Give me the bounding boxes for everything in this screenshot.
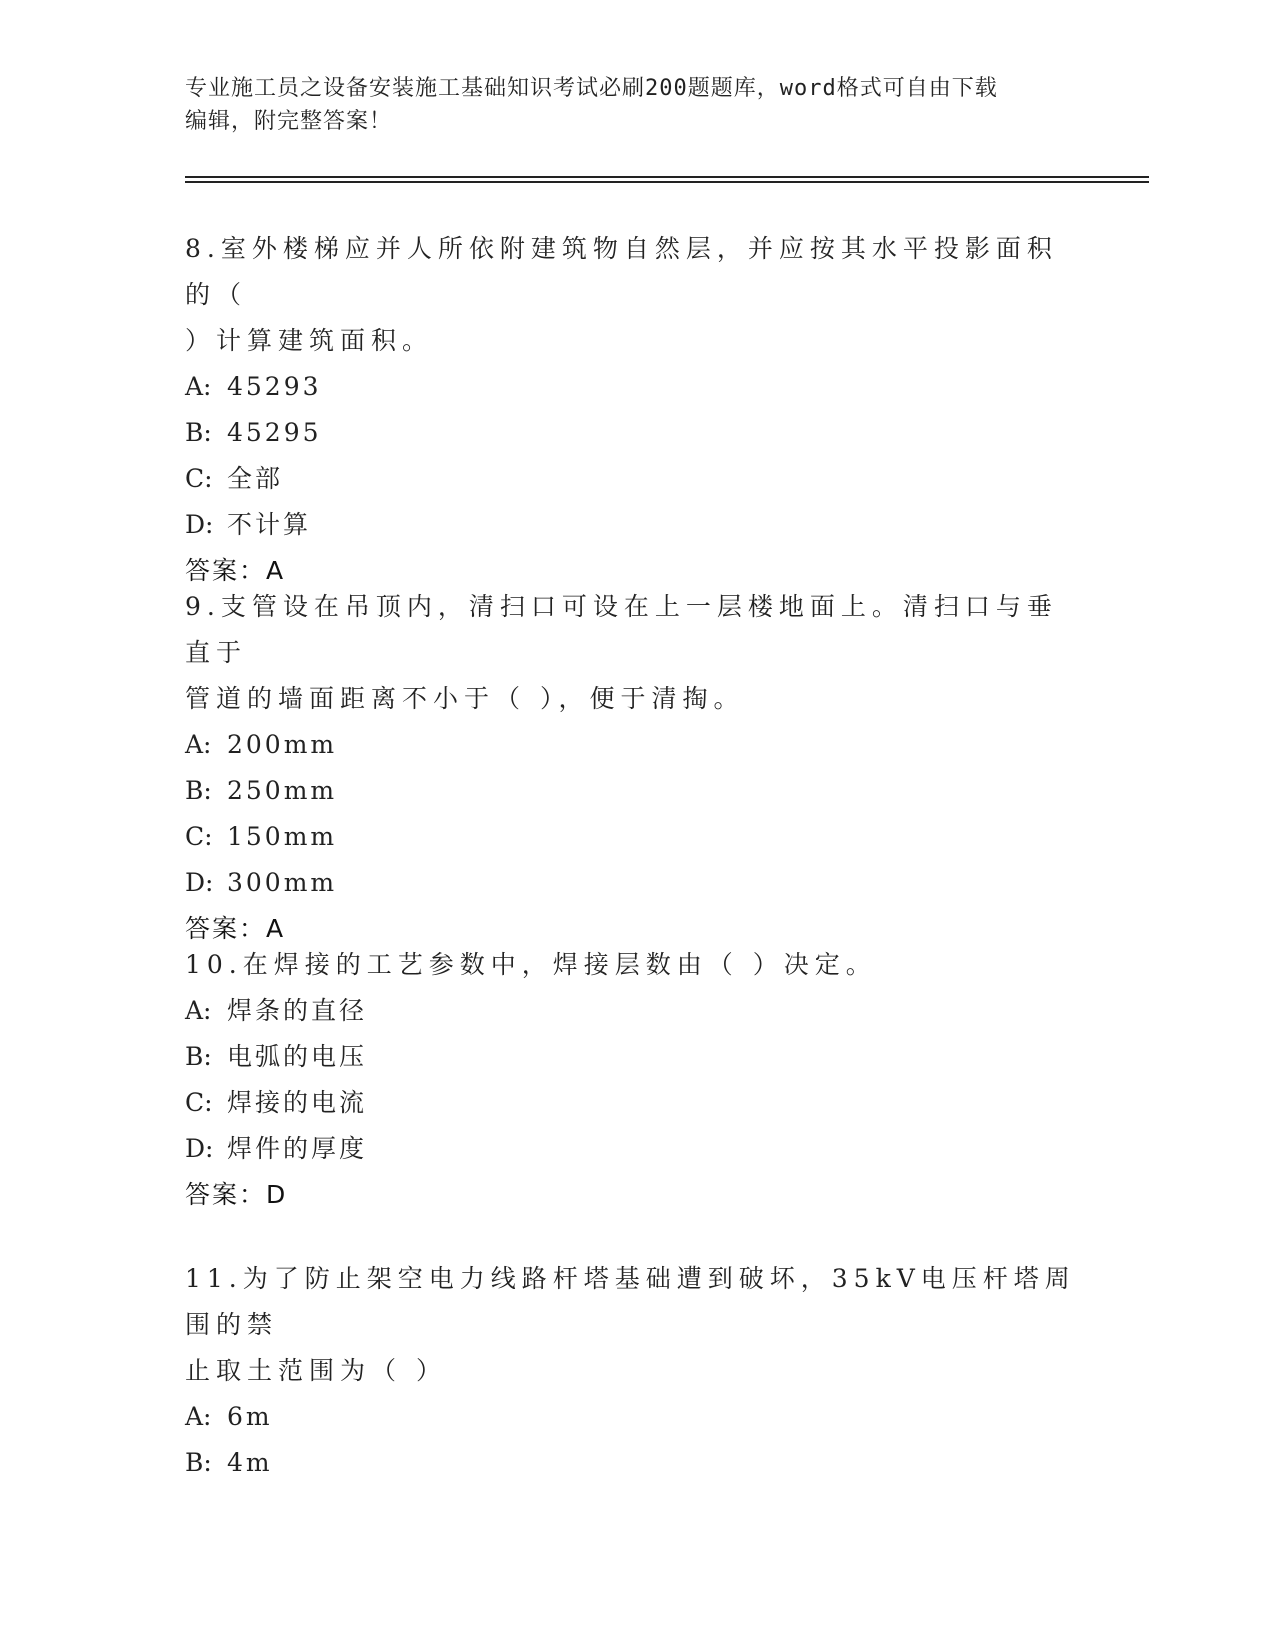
option-text: 250mm — [227, 776, 338, 805]
option-letter: A: — [185, 1402, 212, 1431]
option-a — [185, 364, 1085, 410]
option-letter: A: — [185, 372, 212, 401]
header-divider-top — [185, 176, 1149, 178]
option-text: 4m — [227, 1448, 273, 1477]
option-a — [185, 988, 1085, 1034]
option-text: 全部 — [227, 464, 284, 493]
question-text-line-2: 管道的墙面距离不小于（ ），便于清掏。 — [185, 684, 745, 713]
option-letter: D: — [185, 868, 214, 897]
option-b — [185, 768, 1085, 814]
question-10 — [185, 942, 1085, 1218]
option-b — [185, 1440, 1085, 1486]
option-letter: B: — [185, 1448, 212, 1477]
question-9 — [185, 584, 1085, 952]
option-letter: D: — [185, 510, 214, 539]
option-d — [185, 1126, 1085, 1172]
option-letter: C: — [185, 464, 213, 493]
answer-line: 答案：A — [185, 914, 286, 943]
option-c — [185, 1080, 1085, 1126]
option-a — [185, 1394, 1085, 1440]
option-letter: C: — [185, 822, 213, 851]
option-b — [185, 410, 1085, 456]
option-d — [185, 502, 1085, 548]
question-text-line-1: 10.在焊接的工艺参数中，焊接层数由（ ）决定。 — [185, 950, 877, 979]
question-text-line-1: 8.室外楼梯应并人所依附建筑物自然层，并应按其水平投影面积的（ — [185, 234, 1058, 309]
answer-line: 答案：A — [185, 556, 286, 585]
question-text-line-1: 11.为了防止架空电力线路杆塔基础遭到破坏，35kV电压杆塔周围的禁 — [185, 1264, 1076, 1339]
option-text: 焊条的直径 — [227, 996, 368, 1025]
question-11 — [185, 1256, 1085, 1486]
option-text: 6m — [227, 1402, 273, 1431]
answer-line: 答案：D — [185, 1180, 288, 1209]
question-text-line-2: ）计算建筑面积。 — [185, 326, 434, 355]
header-divider-bottom — [185, 181, 1149, 183]
header-line-2: 编辑，附完整答案！ — [185, 109, 393, 134]
option-text: 不计算 — [227, 510, 312, 539]
option-d — [185, 860, 1085, 906]
option-b — [185, 1034, 1085, 1080]
option-text: 300mm — [227, 868, 338, 897]
option-letter: B: — [185, 1042, 212, 1071]
question-text-line-2: 止取土范围为（ ） — [185, 1356, 447, 1385]
option-a — [185, 722, 1085, 768]
option-text: 150mm — [227, 822, 338, 851]
option-letter: A: — [185, 996, 212, 1025]
option-text: 焊件的厚度 — [227, 1134, 368, 1163]
option-text: 200mm — [227, 730, 338, 759]
question-text-line-1: 9.支管设在吊顶内，清扫口可设在上一层楼地面上。清扫口与垂直于 — [185, 592, 1058, 667]
option-text: 电弧的电压 — [227, 1042, 368, 1071]
question-8 — [185, 226, 1085, 594]
option-text: 45293 — [227, 372, 322, 401]
header-line-1: 专业施工员之设备安装施工基础知识考试必刷200题题库，word格式可自由下载 — [185, 76, 998, 101]
option-letter: D: — [185, 1134, 214, 1163]
option-letter: A: — [185, 730, 212, 759]
option-text: 焊接的电流 — [227, 1088, 368, 1117]
option-c — [185, 814, 1085, 860]
document-header — [185, 72, 1065, 138]
option-letter: B: — [185, 418, 212, 447]
option-letter: C: — [185, 1088, 213, 1117]
option-c — [185, 456, 1085, 502]
option-letter: B: — [185, 776, 212, 805]
option-text: 45295 — [227, 418, 322, 447]
